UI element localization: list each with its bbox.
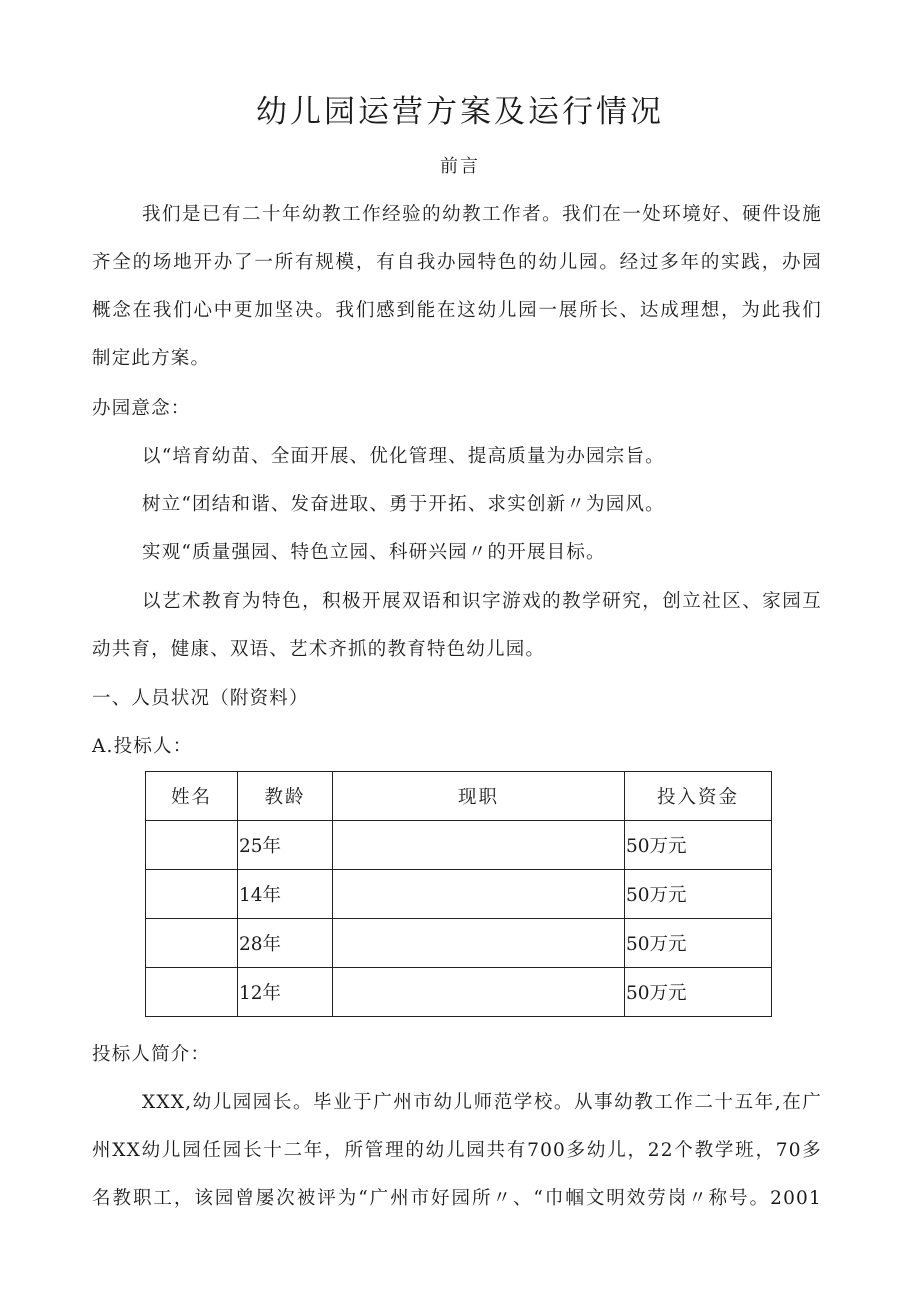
philosophy-item: 树立“团结和谐、发奋进取、勇于开拓、求实创新〃为园风。 <box>142 494 665 515</box>
table-row <box>146 968 772 1017</box>
cell-investment: 50万元 <box>625 870 772 919</box>
section-heading-staff: 一、人员状况（附资料） <box>92 688 309 709</box>
cell-name <box>146 870 238 919</box>
table-header-row <box>146 772 772 821</box>
cell-investment: 50万元 <box>625 821 772 870</box>
preface-line: 我们是已有二十年幼教工作经验的幼教工作者。我们在一处环境好、硬件设施 <box>142 204 822 225</box>
table-row <box>146 870 772 919</box>
column-header-name: 姓名 <box>146 772 238 821</box>
preface-line: 概念在我们心中更加坚决。我们感到能在这幼儿园一展所长、达成理想，为此我们 <box>92 300 822 321</box>
document-title: 幼儿园运营方案及运行情况 <box>256 94 664 130</box>
intro-line: 州XX幼儿园任园长十二年，所管理的幼儿园共有700多幼儿，22个教学班，70多 <box>92 1140 822 1161</box>
intro-line: XXX,幼儿园园长。毕业于广州市幼儿师范学校。从事幼教工作二十五年,在广 <box>142 1092 822 1113</box>
cell-name <box>146 919 238 968</box>
philosophy-item: 以“培育幼苗、全面开展、优化管理、提高质量为办园宗旨。 <box>142 446 665 467</box>
column-header-position: 现职 <box>333 772 625 821</box>
column-header-experience: 教龄 <box>238 772 333 821</box>
cell-experience: 25年 <box>238 821 333 870</box>
feature-line: 以艺术教育为特色，积极开展双语和识字游戏的教学研究，创立社区、家园互 <box>142 591 822 612</box>
preface-line: 制定此方案。 <box>92 348 211 369</box>
feature-line: 动共育，健康、双语、艺术齐抓的教育特色幼儿园。 <box>92 639 546 660</box>
cell-position <box>333 870 625 919</box>
section-heading-bidders: A.投标人： <box>92 736 193 757</box>
cell-position <box>333 919 625 968</box>
cell-investment: 50万元 <box>625 919 772 968</box>
cell-experience: 14年 <box>238 870 333 919</box>
philosophy-item: 实观“质量强园、特色立园、科研兴园〃的开展目标。 <box>142 542 606 563</box>
cell-experience: 28年 <box>238 919 333 968</box>
cell-position <box>333 821 625 870</box>
column-header-investment: 投入资金 <box>625 772 772 821</box>
preface-line: 齐全的场地开办了一所有规模，有自我办园特色的幼儿园。经过多年的实践，办园 <box>92 252 822 273</box>
philosophy-heading: 办园意念： <box>92 398 191 419</box>
table-row <box>146 919 772 968</box>
bidders-table <box>145 771 772 1017</box>
cell-name <box>146 968 238 1017</box>
cell-investment: 50万元 <box>625 968 772 1017</box>
preface-heading: 前言 <box>440 156 480 177</box>
cell-name <box>146 821 238 870</box>
cell-experience: 12年 <box>238 968 333 1017</box>
cell-position <box>333 968 625 1017</box>
table-row <box>146 821 772 870</box>
intro-heading: 投标人简介： <box>92 1044 211 1065</box>
intro-line: 名教职工，该园曾屡次被评为“广州市好园所〃、“巾帼文明效劳岗〃称号。2001 <box>92 1188 822 1209</box>
